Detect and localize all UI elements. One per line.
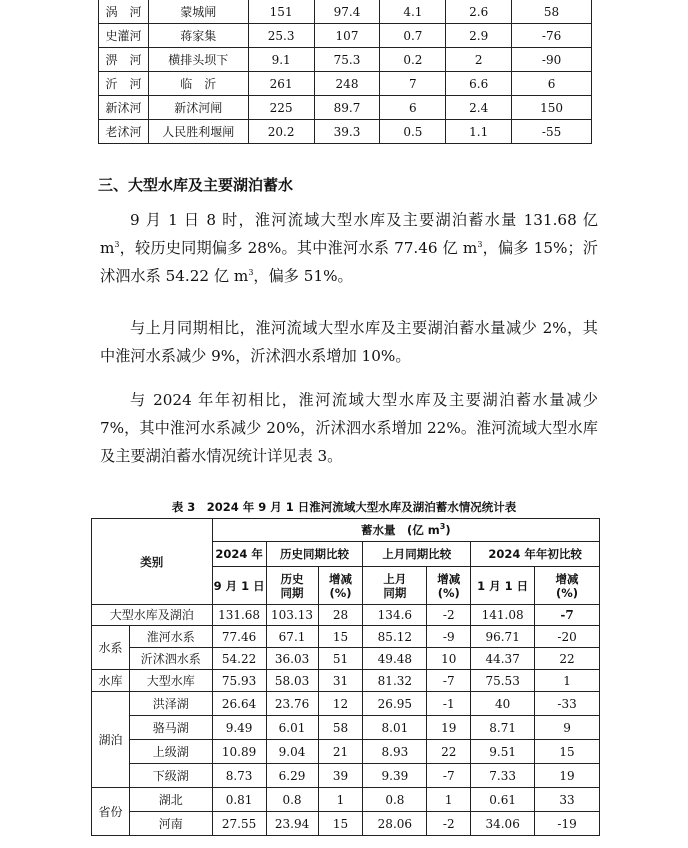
row-label: 湖北 — [129, 788, 212, 812]
cell: 8.01 — [363, 716, 427, 740]
row-label: 大型水库 — [129, 670, 212, 692]
cell: 1.1 — [446, 120, 512, 144]
cell: -9 — [427, 626, 471, 648]
row-label: 洪泽湖 — [129, 692, 212, 716]
table-row — [92, 648, 600, 670]
cell: 26.95 — [363, 692, 427, 716]
cell: 150 — [512, 96, 592, 120]
header-prev-month-period: 上月 同期 — [363, 567, 427, 605]
group-label: 湖泊 — [92, 692, 130, 788]
cell: 6 — [512, 72, 592, 96]
group-label: 水库 — [92, 670, 130, 692]
cell: 141.08 — [471, 605, 535, 626]
cell: 28.06 — [363, 812, 427, 836]
cell: -55 — [512, 120, 592, 144]
cell: 44.37 — [471, 648, 535, 670]
cell: 33 — [535, 788, 600, 812]
cell: 96.71 — [471, 626, 535, 648]
cell: 1 — [535, 670, 600, 692]
header-sep-1: 9 月 1 日 — [212, 567, 266, 605]
row-label: 沂沭泗水系 — [129, 648, 212, 670]
table-row — [92, 740, 600, 764]
cell: 39 — [318, 764, 363, 788]
cell: 6.01 — [266, 716, 318, 740]
cell: 6.29 — [266, 764, 318, 788]
row-label: 下级湖 — [129, 764, 212, 788]
station-name: 人民胜利堰闸 — [148, 120, 248, 144]
table-row — [99, 72, 592, 96]
row-label: 淮河水系 — [129, 626, 212, 648]
cell: -7 — [535, 605, 600, 626]
table-row — [99, 0, 592, 24]
cell: 261 — [248, 72, 314, 96]
header-hist-compare: 历史同期比较 — [266, 542, 363, 567]
cell: -76 — [512, 24, 592, 48]
group-label: 水系 — [92, 626, 130, 670]
header-jan-1: 1 月 1 日 — [471, 567, 535, 605]
cell: 75.93 — [212, 670, 266, 692]
cell: 67.1 — [266, 626, 318, 648]
station-name: 蒋家集 — [148, 24, 248, 48]
cell: 0.8 — [266, 788, 318, 812]
cell: -20 — [535, 626, 600, 648]
cell: 134.6 — [363, 605, 427, 626]
cell: -19 — [535, 812, 600, 836]
table-row — [99, 24, 592, 48]
cell: 151 — [248, 0, 314, 24]
header-hist-period: 历史 同期 — [266, 567, 318, 605]
header-year-2024: 2024 年 — [212, 542, 266, 567]
cell: 0.81 — [212, 788, 266, 812]
cell: 7 — [380, 72, 446, 96]
river-name: 新沭河 — [99, 96, 149, 120]
reservoir-storage-table — [91, 518, 600, 836]
cell: -2 — [427, 812, 471, 836]
cell: 85.12 — [363, 626, 427, 648]
cell: 9 — [535, 716, 600, 740]
cell: 58.03 — [266, 670, 318, 692]
group-label: 省份 — [92, 788, 130, 836]
table-row — [99, 48, 592, 72]
table-row — [92, 812, 600, 836]
cell: 40 — [471, 692, 535, 716]
cell: 0.5 — [380, 120, 446, 144]
river-name: 淠 河 — [99, 48, 149, 72]
header-category: 类别 — [92, 519, 213, 605]
station-name: 横排头坝下 — [148, 48, 248, 72]
table-row — [99, 120, 592, 144]
cell: 22 — [427, 740, 471, 764]
cell: 103.13 — [266, 605, 318, 626]
river-name: 沂 河 — [99, 72, 149, 96]
cell: 9.1 — [248, 48, 314, 72]
row-label: 上级湖 — [129, 740, 212, 764]
cell: 7.33 — [471, 764, 535, 788]
cell: 0.8 — [363, 788, 427, 812]
table-row — [92, 605, 600, 626]
row-label: 河南 — [129, 812, 212, 836]
table-row — [92, 764, 600, 788]
cell: 2 — [446, 48, 512, 72]
cell: 107 — [314, 24, 380, 48]
river-name: 涡 河 — [99, 0, 149, 24]
cell: 31 — [318, 670, 363, 692]
cell: -7 — [427, 764, 471, 788]
cell: 131.68 — [212, 605, 266, 626]
table-row — [92, 626, 600, 648]
header-change-pct: 增减 (%) — [535, 567, 600, 605]
cell: 9.39 — [363, 764, 427, 788]
cell: 23.76 — [266, 692, 318, 716]
cell: 0.7 — [380, 24, 446, 48]
river-flow-table — [98, 0, 592, 144]
cell: 10.89 — [212, 740, 266, 764]
cell: 81.32 — [363, 670, 427, 692]
row-label: 大型水库及湖泊 — [92, 605, 213, 626]
station-name: 新沭河闸 — [148, 96, 248, 120]
cell: 26.64 — [212, 692, 266, 716]
header-storage: 蓄水量 (亿 $m^3$) — [212, 519, 599, 542]
cell: -1 — [427, 692, 471, 716]
cell: 22 — [535, 648, 600, 670]
cell: 19 — [427, 716, 471, 740]
river-name: 老沭河 — [99, 120, 149, 144]
cell: 89.7 — [314, 96, 380, 120]
cell: 39.3 — [314, 120, 380, 144]
cell: 58 — [512, 0, 592, 24]
cell: 54.22 — [212, 648, 266, 670]
table-row — [92, 692, 600, 716]
cell: 34.06 — [471, 812, 535, 836]
river-flow-table-body — [99, 0, 592, 144]
paragraph-month-compare: 与上月同期相比，淮河流域大型水库及主要湖泊蓄水量减少 2%，其中淮河水系减少 9%，沂沭泗水系增加 10%。 — [100, 319, 598, 365]
table-row — [92, 716, 600, 740]
cell: 77.46 — [212, 626, 266, 648]
cell: 2.9 — [446, 24, 512, 48]
cell: 75.53 — [471, 670, 535, 692]
cell: -90 — [512, 48, 592, 72]
cell: 8.93 — [363, 740, 427, 764]
cell: 9.51 — [471, 740, 535, 764]
river-name: 史灌河 — [99, 24, 149, 48]
cell: 23.94 — [266, 812, 318, 836]
cell: 25.3 — [248, 24, 314, 48]
table-row — [92, 670, 600, 692]
cell: 19 — [535, 764, 600, 788]
cell: 51 — [318, 648, 363, 670]
cell: 248 — [314, 72, 380, 96]
cell: 6.6 — [446, 72, 512, 96]
cell: 15 — [535, 740, 600, 764]
cell: -7 — [427, 670, 471, 692]
cell: 6 — [380, 96, 446, 120]
header-year-start-compare: 2024 年年初比较 — [471, 542, 600, 567]
cell: 49.48 — [363, 648, 427, 670]
station-name: 蒙城闸 — [148, 0, 248, 24]
cell: 12 — [318, 692, 363, 716]
cell: -33 — [535, 692, 600, 716]
cell: 97.4 — [314, 0, 380, 24]
section-heading: 三、大型水库及主要湖泊蓄水 — [98, 176, 294, 194]
header-change-pct: 增减 (%) — [427, 567, 471, 605]
cell: 8.71 — [471, 716, 535, 740]
cell: 2.4 — [446, 96, 512, 120]
cell: -2 — [427, 605, 471, 626]
station-name: 临 沂 — [148, 72, 248, 96]
cell: 15 — [318, 626, 363, 648]
paragraph-storage-summary: 9 月 1 日 8 时，淮河流域大型水库及主要湖泊蓄水量 131.68 亿 $m^3$，较历史同期偏多 28%。其中淮河水系 77.46 亿 $m^3$，偏多 15%；沂沭泗水系 54.22 亿 $m^3$，偏多 51%。 — [100, 211, 598, 285]
cell: 27.55 — [212, 812, 266, 836]
cell: 2.6 — [446, 0, 512, 24]
cell: 20.2 — [248, 120, 314, 144]
table3-caption: 表 3 2024 年 9 月 1 日淮河流域大型水库及湖泊蓄水情况统计表 — [171, 500, 517, 514]
cell: 10 — [427, 648, 471, 670]
header-prev-month-compare: 上月同期比较 — [363, 542, 471, 567]
cell: 9.04 — [266, 740, 318, 764]
cell: 75.3 — [314, 48, 380, 72]
table-row — [92, 788, 600, 812]
cell: 58 — [318, 716, 363, 740]
cell: 0.2 — [380, 48, 446, 72]
cell: 15 — [318, 812, 363, 836]
cell: 21 — [318, 740, 363, 764]
paragraph-year-compare: 与 2024 年年初相比，淮河流域大型水库及主要湖泊蓄水量减少 7%，其中淮河水系减少 20%，沂沭泗水系增加 22%。淮河流域大型水库及主要湖泊蓄水情况统计详见表 3。 — [100, 391, 598, 465]
cell: 0.61 — [471, 788, 535, 812]
row-label: 骆马湖 — [129, 716, 212, 740]
cell: 1 — [318, 788, 363, 812]
cell: 28 — [318, 605, 363, 626]
cell: 4.1 — [380, 0, 446, 24]
cell: 9.49 — [212, 716, 266, 740]
cell: 225 — [248, 96, 314, 120]
header-change-pct: 增减 (%) — [318, 567, 363, 605]
cell: 1 — [427, 788, 471, 812]
cell: 36.03 — [266, 648, 318, 670]
table-row — [99, 96, 592, 120]
cell: 8.73 — [212, 764, 266, 788]
